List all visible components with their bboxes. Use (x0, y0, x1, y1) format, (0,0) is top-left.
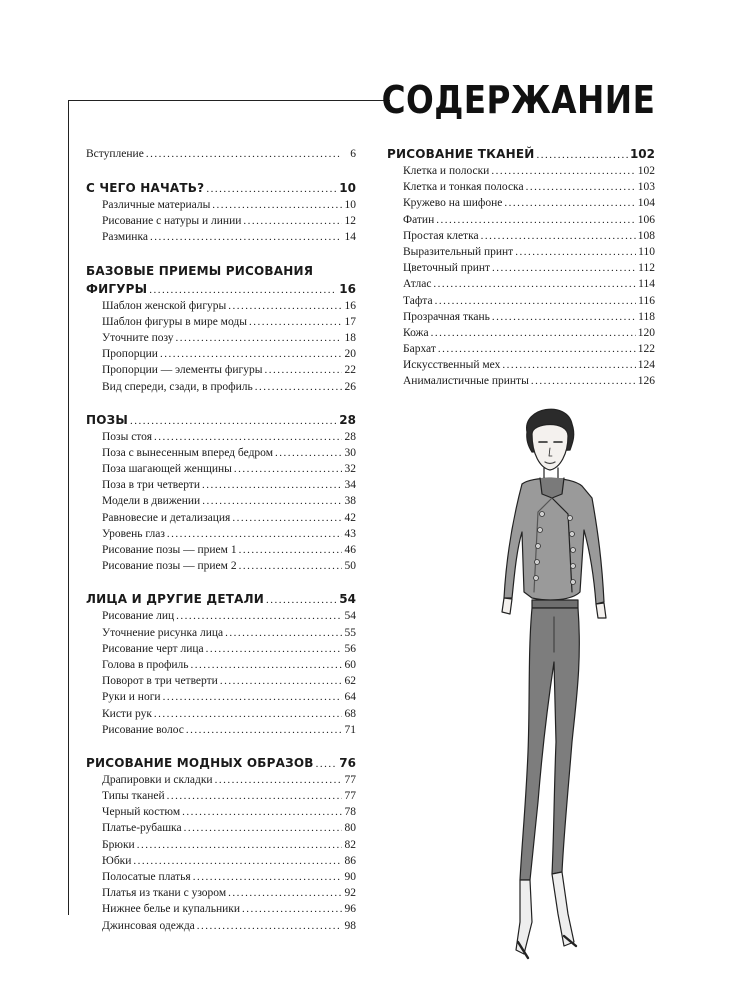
leader-dots (225, 625, 342, 641)
leader-dots (191, 657, 342, 673)
toc-entry (86, 673, 356, 689)
entry-page: 26 (344, 380, 356, 393)
entry-label: Пропорции (102, 348, 158, 361)
entry-page: 114 (638, 278, 655, 291)
entry-page: 98 (344, 919, 356, 932)
toc-entry (86, 493, 356, 509)
entry-label: Платье-рубашка (102, 822, 182, 835)
toc-entry (86, 788, 356, 804)
entry-page: 34 (344, 479, 356, 492)
toc-entry (387, 309, 655, 325)
entry-page: 55 (344, 626, 356, 639)
leader-dots (146, 145, 342, 163)
entry-page: 122 (637, 343, 655, 356)
toc-entry (387, 357, 655, 373)
leader-dots (239, 542, 342, 558)
entry-page: 17 (344, 315, 356, 328)
entry-page: 32 (344, 463, 356, 476)
leader-dots (504, 195, 635, 211)
entry-label: Бархат (403, 343, 436, 356)
leader-dots (433, 276, 636, 292)
leader-dots (243, 213, 342, 229)
section-heading (86, 754, 356, 772)
toc-entry (86, 689, 356, 705)
section-page: 28 (339, 412, 356, 427)
entry-page: 116 (638, 294, 655, 307)
leader-dots (167, 788, 342, 804)
entry-page: 102 (637, 165, 655, 177)
entry-label: Вид спереди, сзади, в профиль (102, 380, 253, 393)
toc-entry (86, 625, 356, 641)
entry-page: 42 (344, 511, 356, 524)
entry-page: 38 (344, 495, 356, 508)
entry-page: 16 (344, 299, 356, 312)
toc-left-column (86, 145, 356, 950)
entry-page: 126 (637, 375, 655, 388)
toc-section-fashion-looks (86, 754, 356, 934)
leader-dots (492, 309, 636, 325)
leader-dots (239, 558, 342, 574)
leader-dots (130, 412, 337, 430)
toc-entry (86, 722, 356, 738)
toc-entry (387, 260, 655, 276)
toc-entry (387, 244, 655, 260)
leader-dots (160, 346, 342, 362)
entry-label: Простая клетка (403, 229, 479, 242)
toc-entry (86, 510, 356, 526)
entry-label: Тафта (403, 294, 433, 307)
leader-dots (438, 341, 636, 357)
entry-page: 77 (344, 773, 356, 786)
entry-page: 18 (344, 331, 356, 344)
section-title: ЛИЦА И ДРУГИЕ ДЕТАЛИ (86, 592, 264, 607)
fashion-figure-illustration (472, 402, 632, 972)
toc-entry (387, 163, 655, 179)
leader-dots (167, 526, 342, 542)
leader-dots (176, 330, 342, 346)
leader-dots (228, 298, 342, 314)
entry-label: Шаблон фигуры в мире моды (102, 315, 247, 328)
leader-dots (435, 293, 637, 309)
entry-label: Типы тканей (102, 790, 165, 803)
toc-entry (86, 657, 356, 673)
entry-label: Нижнее белье и купальники (102, 903, 241, 916)
entry-label: Выразительный принт (403, 245, 514, 258)
entry-page: 20 (344, 348, 356, 361)
leader-dots (491, 163, 635, 179)
toc-entry (86, 379, 356, 395)
leader-dots (266, 591, 337, 609)
toc-entry (387, 325, 655, 341)
entry-page: 96 (344, 903, 356, 916)
entry-label: Брюки (102, 838, 135, 851)
leader-dots (436, 212, 636, 228)
entry-label: Кисти рук (102, 707, 152, 720)
leader-dots (537, 146, 628, 164)
toc-entry (387, 228, 655, 244)
entry-page: 30 (344, 446, 356, 459)
leader-dots (228, 885, 342, 901)
toc-entry (86, 445, 356, 461)
leader-dots (242, 901, 342, 917)
leader-dots (202, 477, 342, 493)
entry-page: 54 (344, 610, 356, 623)
entry-label: Прозрачная ткань (403, 310, 490, 323)
entry-page: 118 (638, 310, 655, 323)
toc-entry (86, 197, 356, 213)
toc-entry (86, 298, 356, 314)
section-heading (86, 411, 356, 429)
toc-section-basic-figure (86, 262, 356, 395)
entry-label: Равновесие и детализация (102, 511, 231, 524)
entry-label: Кружево на шифоне (403, 197, 503, 210)
entry-page: 120 (637, 326, 655, 339)
entry-page: 110 (638, 245, 655, 258)
leader-dots (137, 837, 342, 853)
entry-page: 103 (637, 181, 655, 194)
entry-label: Поза шагающей женщины (102, 463, 232, 476)
leader-dots (133, 853, 342, 869)
toc-section-faces (86, 590, 356, 738)
leader-dots (202, 493, 342, 509)
entry-page: 46 (344, 544, 356, 556)
leader-dots (215, 772, 342, 788)
leader-dots (431, 325, 636, 341)
entry-label: Модели в движении (102, 495, 201, 508)
section-title: ФИГУРЫ (86, 281, 148, 296)
leader-dots (492, 260, 636, 276)
leader-dots (154, 429, 342, 445)
entry-label: Атлас (403, 278, 432, 291)
entry-label: Черный костюм (102, 806, 181, 819)
entry-page: 50 (344, 560, 356, 573)
toc-entry (387, 373, 655, 389)
entry-page: 124 (637, 359, 655, 372)
toc-entry (387, 293, 655, 309)
section-title: С ЧЕГО НАЧАТЬ? (86, 181, 205, 195)
entry-label: Рисование позы — прием 2 (102, 560, 237, 573)
toc-entry (86, 477, 356, 493)
toc-entry (86, 869, 356, 885)
entry-label: Фатин (403, 213, 435, 226)
leader-dots (206, 641, 342, 657)
entry-label: Позы стоя (102, 430, 152, 443)
entry-label: Разминка (102, 231, 148, 244)
toc-entry (86, 706, 356, 722)
entry-label: Шаблон женской фигуры (102, 299, 227, 312)
toc-section-poses (86, 411, 356, 575)
toc-entry (86, 918, 356, 934)
section-heading (387, 145, 655, 163)
leader-dots (234, 461, 342, 477)
leader-dots (193, 869, 342, 885)
leader-dots (212, 197, 342, 213)
leader-dots (255, 379, 342, 395)
entry-label: Поза в три четверти (102, 479, 200, 492)
toc-right-column (387, 145, 655, 406)
entry-label: Поворот в три четверти (102, 675, 218, 688)
page-title: СОДЕРЖАНИЕ (381, 78, 655, 122)
entry-page: 10 (344, 199, 356, 211)
toc-entry (86, 641, 356, 657)
leader-dots (531, 373, 636, 389)
entry-label: Платья из ткани с узором (102, 887, 227, 900)
entry-label: Поза с вынесенным вперед бедром (102, 446, 273, 459)
leader-dots (275, 445, 342, 461)
entry-label: Цветочный принт (403, 262, 491, 275)
entry-label: Уточните позу (102, 331, 174, 344)
entry-page: 12 (344, 215, 356, 228)
entry-label: Драпировки и складки (102, 773, 213, 786)
toc-entry (86, 820, 356, 836)
toc-entry (86, 885, 356, 901)
leader-dots (184, 820, 342, 836)
section-title: ПОЗЫ (86, 412, 129, 427)
entry-page: 92 (344, 887, 356, 900)
leader-dots (149, 281, 337, 299)
toc-entry (86, 461, 356, 477)
section-heading (86, 280, 356, 298)
entry-label: Кожа (403, 326, 429, 339)
leader-dots (515, 244, 636, 260)
entry-page: 104 (637, 197, 655, 210)
entry-label: Рисование лиц (102, 610, 175, 623)
toc-entry (86, 213, 356, 229)
leader-dots (316, 755, 338, 773)
entry-page: 14 (344, 231, 356, 244)
entry-label: Клетка и полоски (403, 165, 490, 177)
entry-label: Рисование волос (102, 723, 184, 736)
leader-dots (526, 179, 636, 195)
toc-entry (387, 276, 655, 292)
entry-label: Голова в профиль (102, 658, 189, 671)
entry-label: Вступление (86, 148, 144, 160)
leader-dots (186, 722, 342, 738)
entry-page: 68 (344, 707, 356, 720)
toc-entry (86, 346, 356, 362)
section-page: 102 (629, 147, 655, 161)
leader-dots (502, 357, 635, 373)
leader-dots (154, 706, 342, 722)
entry-label: Рисование с натуры и линии (102, 215, 242, 228)
toc-entry (387, 212, 655, 228)
toc-entry-intro (86, 145, 356, 163)
entry-page: 22 (344, 364, 356, 377)
entry-page: 86 (344, 854, 356, 867)
toc-entry (387, 341, 655, 357)
entry-label: Джинсовая одежда (102, 919, 195, 932)
entry-page: 106 (637, 213, 655, 226)
toc-entry (86, 558, 356, 574)
toc-entry (86, 362, 356, 378)
entry-page: 64 (344, 691, 356, 704)
entry-page: 62 (344, 675, 356, 688)
entry-label: Рисование черт лица (102, 642, 204, 655)
leader-dots (264, 362, 342, 378)
entry-page: 108 (637, 229, 655, 242)
section-page: 16 (339, 281, 356, 296)
toc-section-getting-started (86, 179, 356, 246)
entry-label: Уровень глаз (102, 527, 165, 540)
toc-entry (86, 429, 356, 445)
toc-entry (387, 195, 655, 211)
leader-dots (481, 228, 636, 244)
leader-dots (150, 229, 342, 245)
entry-page: 56 (344, 642, 356, 655)
leader-dots (206, 180, 337, 198)
leader-dots (220, 673, 342, 689)
entry-label: Анималистичные принты (403, 375, 529, 388)
entry-page: 77 (344, 790, 356, 803)
toc-entry (86, 330, 356, 346)
entry-page: 82 (344, 838, 356, 851)
toc-entry (86, 314, 356, 330)
section-title: РИСОВАНИЕ МОДНЫХ ОБРАЗОВ (86, 755, 314, 770)
entry-label: Рисование позы — прием 1 (102, 544, 237, 556)
header-rule (68, 100, 390, 101)
toc-entry (86, 772, 356, 788)
entry-label: Различные материалы (102, 199, 211, 211)
entry-label: Юбки (102, 854, 132, 867)
toc-entry (86, 542, 356, 558)
toc-entry (86, 901, 356, 917)
leader-dots (197, 918, 342, 934)
section-heading (86, 179, 356, 197)
toc-entry (86, 853, 356, 869)
toc-entry (86, 229, 356, 245)
toc-entry (86, 804, 356, 820)
entry-page: 6 (350, 148, 356, 160)
section-page: 10 (339, 181, 356, 195)
entry-page: 112 (638, 262, 655, 275)
entry-page: 78 (344, 806, 356, 819)
toc-entry (387, 179, 655, 195)
entry-page: 90 (344, 871, 356, 883)
section-title-line1: БАЗОВЫЕ ПРИЕМЫ РИСОВАНИЯ (86, 263, 314, 278)
entry-page: 28 (344, 430, 356, 443)
leader-dots (176, 608, 342, 624)
toc-entry (86, 608, 356, 624)
leader-dots (232, 510, 342, 526)
entry-label: Уточнение рисунка лица (102, 626, 224, 639)
section-title: РИСОВАНИЕ ТКАНЕЙ (387, 147, 535, 161)
entry-page: 60 (344, 658, 356, 671)
entry-label: Клетка и тонкая полоска (403, 181, 524, 194)
entry-label: Пропорции — элементы фигуры (102, 364, 263, 377)
section-page: 76 (339, 755, 356, 770)
entry-page: 80 (344, 822, 356, 835)
entry-label: Искусственный мех (403, 359, 501, 372)
section-heading (86, 590, 356, 608)
entry-label: Руки и ноги (102, 691, 161, 704)
leader-dots (163, 689, 342, 705)
margin-rule (68, 100, 69, 915)
entry-label: Полосатые платья (102, 871, 191, 883)
leader-dots (249, 314, 342, 330)
leader-dots (182, 804, 342, 820)
entry-page: 43 (344, 527, 356, 540)
entry-page: 71 (344, 723, 356, 736)
toc-entry (86, 526, 356, 542)
toc-section-fabrics (387, 145, 655, 390)
section-page: 54 (339, 592, 356, 607)
toc-entry (86, 837, 356, 853)
